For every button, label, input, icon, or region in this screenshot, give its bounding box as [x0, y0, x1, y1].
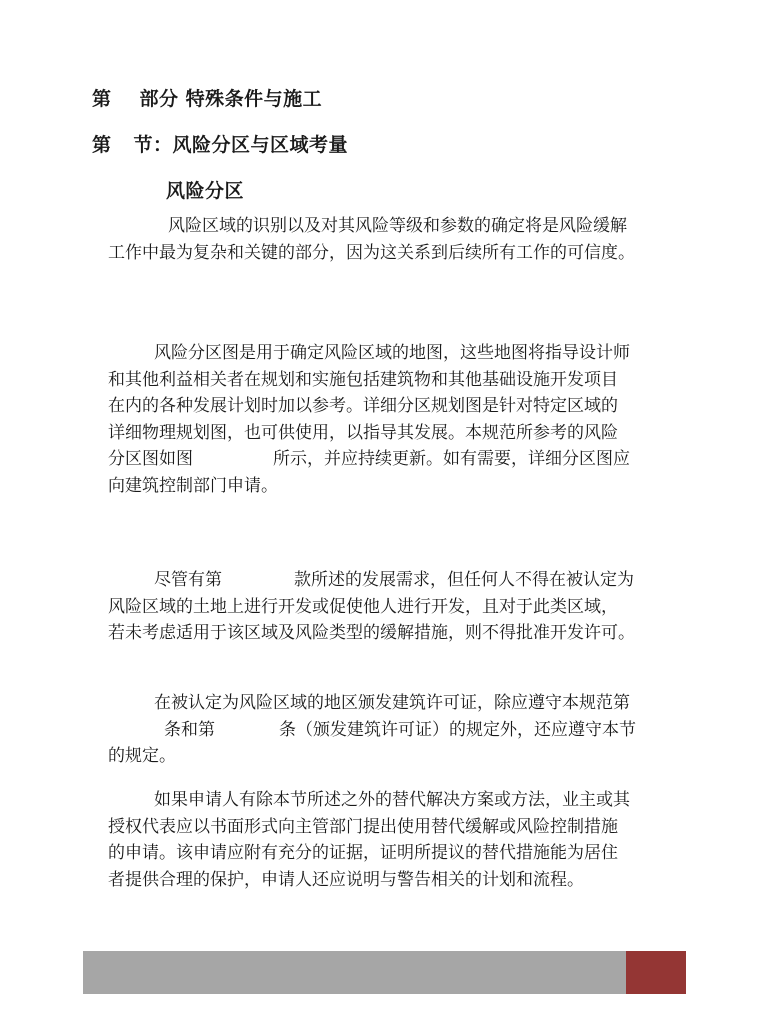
text-before-clause-ref: 尽管有第 [154, 570, 222, 590]
paragraph-line: 在内的各种发展计划时加以参考。详细分区规划图是针对特定区域的 [108, 396, 618, 416]
paragraph-line: 的申请。该申请应附有充分的证据，证明所提议的替代措施能为居住 [108, 843, 618, 863]
text-after-figure-ref: 所示，并应持续更新。如有需要，详细分区图应 [273, 449, 630, 469]
paragraph-line-with-clause-ref [108, 567, 678, 594]
paragraph-line-with-article-refs [108, 717, 678, 744]
footer-bar [83, 951, 626, 994]
paragraph-line: 和其他利益相关者在规划和实施包括建筑物和其他基础设施开发项目 [108, 369, 618, 390]
text-after-clause-ref: 款所述的发展需求，但任何人不得在被认定为 [294, 570, 634, 590]
paragraph-line: 工作中最为复杂和关键的部分，因为这关系到后续所有工作的可信度。 [108, 242, 635, 263]
paragraph-line: 风险区域的识别以及对其风险等级和参数的确定将是风险缓解 [168, 216, 627, 236]
paragraph-development-restriction [108, 567, 678, 647]
paragraph-line: 者提供合理的保护，申请人还应说明与警告相关的计划和流程。 [108, 869, 584, 890]
paragraph-risk-identification [108, 213, 678, 266]
section-heading-title: 节：风险分区与区域考量 [133, 134, 349, 156]
paragraph-line: 详细物理规划图，也可供使用，以指导其发展。本规范所参考的风险 [108, 422, 618, 443]
paragraph-line-with-figure-ref [108, 446, 678, 473]
part-heading-prefix: 第 [92, 88, 112, 110]
paragraph-line: 风险分区图是用于确定风险区域的地图，这些地图将指导设计师 [154, 343, 630, 363]
part-heading-title: 部分 特殊条件与施工 [139, 88, 323, 110]
section-heading [92, 130, 348, 157]
paragraph-zoning-maps [108, 340, 678, 499]
paragraph-line: 授权代表应以书面形式向主管部门提出使用替代缓解或风险控制措施 [108, 816, 618, 837]
paragraph-alternative-solutions [108, 787, 678, 893]
part-heading [92, 84, 322, 111]
section-heading-prefix: 第 [92, 134, 112, 156]
paragraph-line: 如果申请人有除本节所述之外的替代解决方案或方法，业主或其 [154, 790, 630, 810]
paragraph-line: 风险区域的土地上进行开发或促使他人进行开发，且对于此类区域， [108, 596, 618, 617]
paragraph-line: 的规定。 [108, 746, 176, 766]
paragraph-line: 在被认定为风险区域的地区颁发建筑许可证，除应遵守本规范第 [154, 693, 630, 713]
subsection-heading: 风险分区 [166, 180, 245, 202]
text-before-figure-ref: 分区图如图 [108, 449, 193, 469]
paragraph-line: 若未考虑适用于该区域及风险类型的缓解措施，则不得批准开发许可。 [108, 623, 635, 643]
text-before-article-ref: 条和第 [164, 719, 215, 740]
paragraph-line: 向建筑控制部门申请。 [108, 475, 278, 496]
paragraph-building-permit [108, 690, 678, 770]
text-after-article-ref: 条（颁发建筑许可证）的规定外，还应遵守本节 [279, 719, 636, 740]
footer-accent-block [626, 951, 686, 994]
